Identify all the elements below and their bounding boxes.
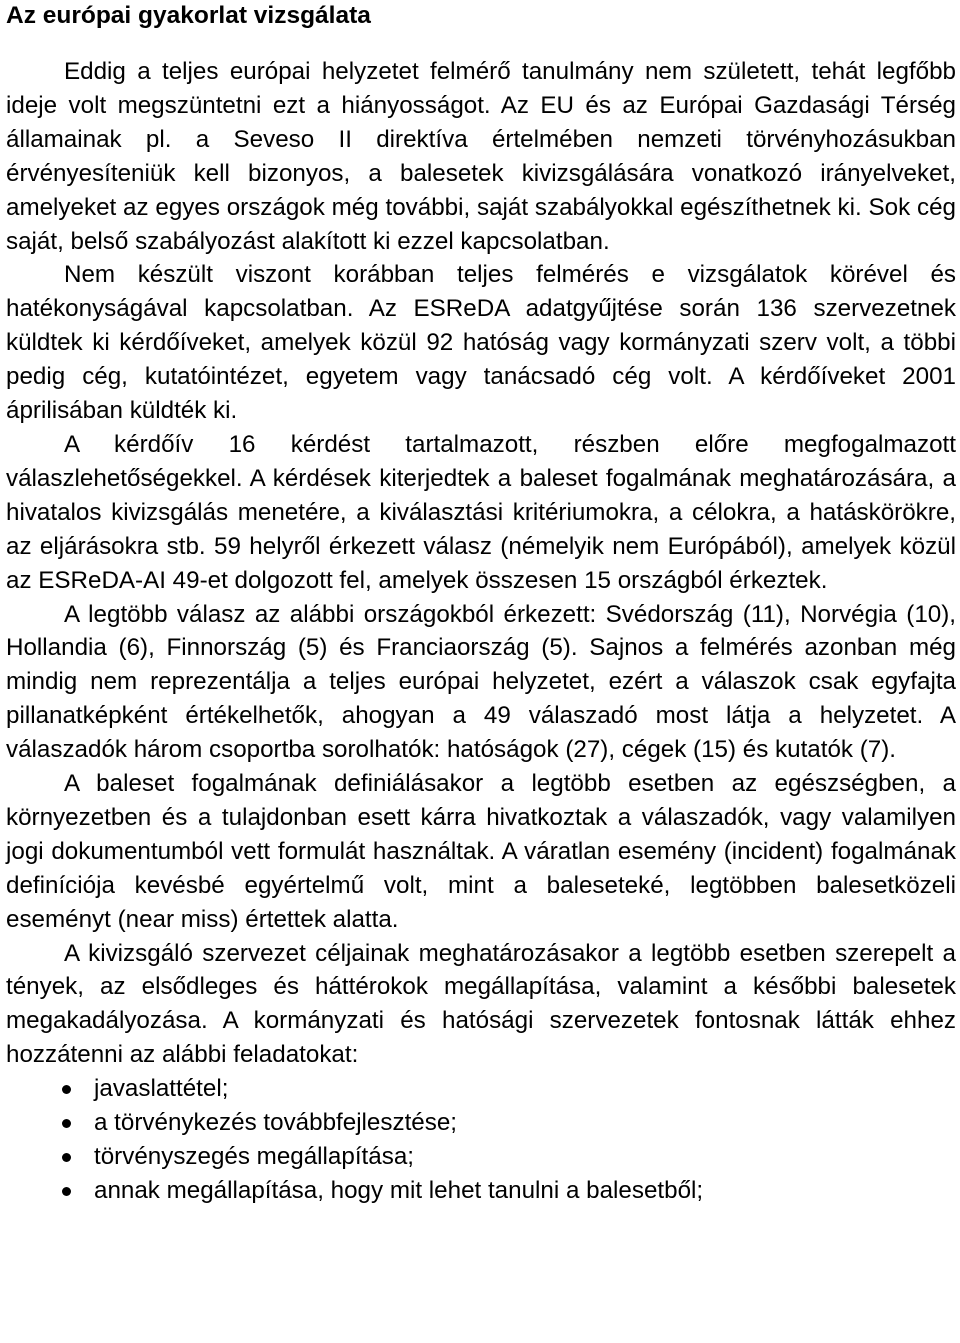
list-item-text: javaslattétel; bbox=[94, 1075, 229, 1103]
list-item bbox=[6, 1174, 956, 1208]
list-item-text: annak megállapítása, hogy mit lehet tanulni a balesetből; bbox=[94, 1176, 704, 1204]
paragraph-survey: Nem készült viszont korábban teljes felmérés e vizsgálatok körével és hatékonyságával kapcsolatban. Az ESReDA adatgyűjtése során 136 szervezetnek küldtek ki kérdőíveket, amelyek közül 92 hatóság vagy kormányzati szerv volt, a többi pedig cég, kutatóintézet, egyetem vagy tanácsadó cég volt. A kérdőíveket 2001 áprilisában küldték ki. bbox=[6, 261, 956, 425]
bullet-icon bbox=[62, 1153, 71, 1162]
paragraph-definition: A baleset fogalmának definiálásakor a legtöbb esetben az egészségben, a környezetben és a tulajdonban esett kárra hivatkoztak a válaszadók, vagy valamilyen jogi dokumentumból vett formulát használtak. A váratlan esemény (incident) fogalmának definíciója kevésbé egyértelmű volt, mint a baleseteké, legtöbben balesetközeli eseményt (near miss) értettek alatta. bbox=[6, 770, 956, 933]
paragraph-intro: Eddig a teljes európai helyzetet felmérő tanulmány nem született, tehát legfőbb ideje volt megszüntetni ezt a hiányosságot. Az EU és az Európai Gazdasági Térség államainak pl. a Seveso II direktíva értelmében nemzeti törvényhozásukban érvényesíteniük kell bizonyos, a balesetek kivizsgálására vonatkozó irányelveket, amelyeket az egyes országok még további, saját szabályokkal egészíthetnek ki. Sok cég saját, belső szabályozást alakított ki ezzel kapcsolatban. bbox=[6, 58, 956, 255]
paragraph-goals: A kivizsgáló szervezet céljainak meghatározásakor a legtöbb esetben szerepelt a tények, az elsődleges és háttérokok megállapítása, valamint a későbbi balesetek megakadályozása. A kormányzati és hatósági szervezetek fontosnak látták ehhez hozzátenni az alábbi feladatokat: bbox=[6, 939, 956, 1069]
paragraph-countries: A legtöbb válasz az alábbi országokból érkezett: Svédország (11), Norvégia (10), Hollandia (6), Finnország (5) és Franciaország (5). Sajnos a felmérés azonban még mindig nem reprezentálja a teljes európai helyzetet, ezért a válaszok csak egyfajta pillanatképként értékelhetők, ahogyan a 49 válaszadó most látja a helyzetet. A válaszadók három csoportba sorolhatók: hatóságok (27), cégek (15) és kutatók (7). bbox=[6, 600, 956, 764]
bullet-icon bbox=[62, 1187, 71, 1196]
list-item-text: törvényszegés megállapítása; bbox=[94, 1142, 414, 1170]
list-item bbox=[6, 1106, 956, 1140]
list-item-text: a törvénykezés továbbfejlesztése; bbox=[94, 1109, 458, 1137]
document-page bbox=[6, 0, 956, 1208]
list-item bbox=[6, 1072, 956, 1106]
section-title: Az európai gyakorlat vizsgálata bbox=[6, 2, 371, 29]
list-item bbox=[6, 1140, 956, 1174]
bullet-icon bbox=[62, 1119, 71, 1128]
bullet-icon bbox=[62, 1085, 71, 1094]
paragraph-questionnaire: A kérdőív 16 kérdést tartalmazott, részben előre megfogalmazott válaszlehetőségekkel. A kérdések kiterjedtek a baleset fogalmának meghatározására, a hivatalos kivizsgálás menetére, a kiválasztási kritériumokra, a célokra, a hatáskörökre, az eljárásokra stb. 59 helyről érkezett válasz (némelyik nem Európából), amelyek közül az ESReDA-AI 49-et dolgozott fel, amelyek összesen 15 országból érkeztek. bbox=[6, 430, 956, 594]
task-list bbox=[6, 1072, 956, 1208]
